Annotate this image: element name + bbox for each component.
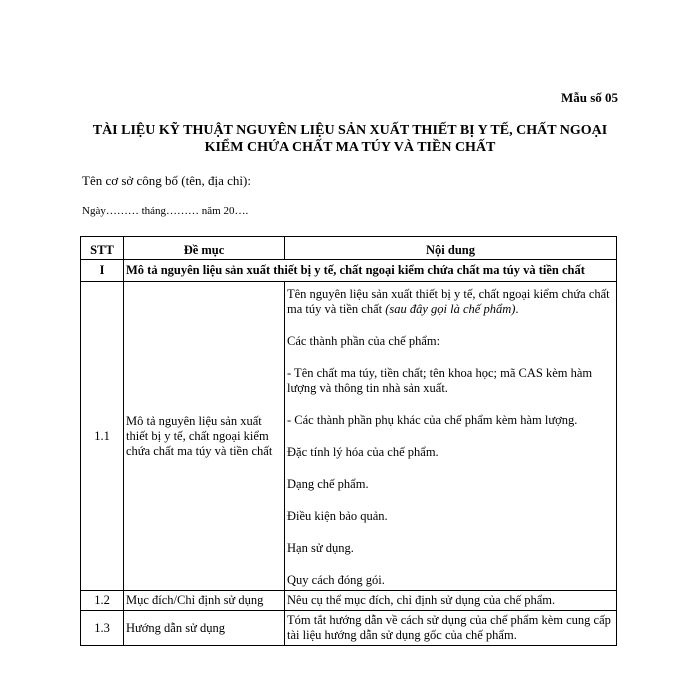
content-paragraph: Quy cách đóng gói. (287, 573, 385, 587)
section-title: Mô tả nguyên liệu sản xuất thiết bị y tế, chất ngoại kiểm chứa chất ma túy và tiền chất (124, 260, 617, 282)
content-paragraph: - Tên chất ma túy, tiền chất; tên khoa học; mã CAS kèm hàm lượng và thông tin nhà sản xuất. (287, 366, 593, 395)
content-text: . (515, 302, 519, 316)
row-noi-dung: Tóm tắt hướng dẫn về cách sử dụng của chế phẩm kèm cung cấp tài liệu hướng dẫn sử dụng gốc của chế phẩm. (285, 611, 617, 646)
row-de-muc: Mô tả nguyên liệu sản xuất thiết bị y tế, chất ngoại kiểm chứa chất ma túy và tiền chất (124, 282, 285, 591)
row-de-muc: Mục đích/Chỉ định sử dụng (124, 591, 285, 611)
content-text: Tên nguyên liệu sản xuất thiết bị y tế, chất ngoại kiểm chứa chất ma túy và tiền chất (287, 287, 610, 316)
row-stt: 1.2 (81, 591, 124, 611)
header-stt: STT (81, 237, 124, 260)
title-line-2: KIỂM CHỨA CHẤT MA TÚY VÀ TIỀN CHẤT (204, 140, 496, 155)
form-number: Mẫu số 05 (560, 90, 618, 105)
content-paragraph: Điều kiện bảo quản. (287, 509, 388, 523)
date-line: Ngày……… tháng……… năm 20…. (82, 205, 249, 217)
title-line-1: TÀI LIỆU KỸ THUẬT NGUYÊN LIỆU SẢN XUẤT THIẾT BỊ Y TẾ, CHẤT NGOẠI (92, 123, 608, 138)
content-paragraph: Hạn sử dụng. (287, 541, 354, 555)
row-noi-dung: Nêu cụ thể mục đích, chỉ định sử dụng của chế phẩm. (285, 591, 617, 611)
content-paragraph: Dạng chế phẩm. (287, 477, 369, 491)
table-row (81, 282, 617, 591)
content-paragraph: Các thành phần của chế phẩm: (287, 334, 441, 348)
content-paragraph: Đặc tính lý hóa của chế phẩm. (287, 445, 439, 459)
table-row (81, 611, 617, 646)
content-paragraph: - Các thành phần phụ khác của chế phẩm kèm hàm lượng. (287, 413, 578, 427)
header-noi-dung: Nội dung (285, 237, 617, 260)
row-noi-dung (285, 282, 617, 591)
facility-line: Tên cơ sở công bố (tên, địa chỉ): (82, 173, 251, 188)
header-de-muc: Đề mục (124, 237, 285, 260)
content-italic: (sau đây gọi là chế phẩm) (385, 302, 516, 316)
row-de-muc: Hướng dẫn sử dụng (124, 611, 285, 646)
row-stt: 1.1 (81, 282, 124, 591)
spec-table (80, 236, 617, 646)
section-row (81, 260, 617, 282)
row-stt: 1.3 (81, 611, 124, 646)
table-header-row (81, 237, 617, 260)
document-title (80, 122, 620, 156)
section-stt: I (81, 260, 124, 282)
content-paragraph (287, 287, 614, 317)
table-row (81, 591, 617, 611)
